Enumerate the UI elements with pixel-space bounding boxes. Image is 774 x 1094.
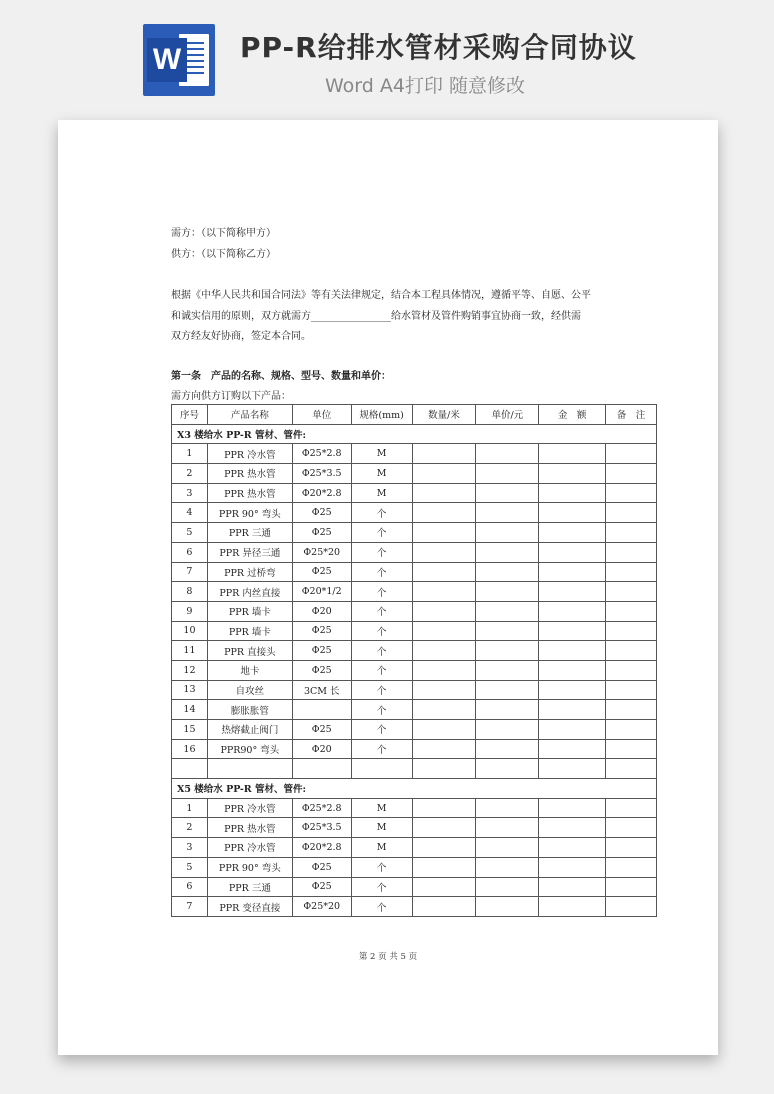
product-name: PPR 过桥弯: [207, 562, 292, 582]
empty-cell: [606, 523, 657, 543]
empty-cell: [476, 680, 539, 700]
table-row: [172, 601, 657, 621]
table-row: [172, 897, 657, 917]
product-name: 地卡: [207, 660, 292, 680]
empty-cell: [606, 818, 657, 838]
empty-cell: [539, 542, 606, 562]
table-row: [172, 621, 657, 641]
product-name: PPR 冷水管: [207, 444, 292, 464]
table-row: [172, 542, 657, 562]
empty-cell: [539, 857, 606, 877]
row-number: 4: [172, 503, 208, 523]
empty-cell: [539, 483, 606, 503]
empty-cell: [412, 700, 476, 720]
unit-spec: Φ25*3.5: [292, 464, 351, 484]
empty-cell: [412, 798, 476, 818]
table-row: [172, 857, 657, 877]
empty-cell: [539, 582, 606, 602]
table-row: [172, 483, 657, 503]
page-title: PP-R给排水管材采购合同协议: [240, 31, 637, 64]
empty-cell: [412, 660, 476, 680]
row-number: 7: [172, 897, 208, 917]
column-header: 单价/元: [476, 405, 539, 425]
empty-cell: [539, 503, 606, 523]
unit: M: [351, 798, 412, 818]
empty-cell: [412, 621, 476, 641]
empty-cell: [476, 444, 539, 464]
unit-spec: Φ25: [292, 523, 351, 543]
product-name: PPR 冷水管: [207, 838, 292, 858]
empty-cell: [412, 582, 476, 602]
page-subtitle: Word A4打印 随意修改: [325, 75, 526, 97]
empty-cell: [476, 798, 539, 818]
table-row: [172, 660, 657, 680]
empty-cell: [412, 838, 476, 858]
empty-cell: [606, 680, 657, 700]
row-number: 16: [172, 739, 208, 759]
empty-cell: [412, 857, 476, 877]
empty-cell: [476, 897, 539, 917]
unit-spec: Φ25: [292, 660, 351, 680]
unit: 个: [351, 680, 412, 700]
empty-cell: [412, 483, 476, 503]
unit: 个: [351, 503, 412, 523]
section-x5-title-row: [172, 779, 657, 799]
empty-cell: [476, 739, 539, 759]
empty-cell: [412, 720, 476, 740]
unit: 个: [351, 582, 412, 602]
supplier-line: 供方：（以下简称乙方）: [171, 249, 276, 260]
row-number: 8: [172, 582, 208, 602]
buyer-line: 需方：（以下简称甲方）: [171, 228, 276, 239]
empty-cell: [476, 660, 539, 680]
product-name: PPR 热水管: [207, 464, 292, 484]
row-number: 3: [172, 838, 208, 858]
empty-cell: [476, 601, 539, 621]
unit-spec: Φ25*3.5: [292, 818, 351, 838]
empty-cell: [606, 601, 657, 621]
row-number: 11: [172, 641, 208, 661]
page-footer: 第 2 页 共 5 页: [358, 952, 418, 962]
unit: 个: [351, 720, 412, 740]
row-number: 5: [172, 523, 208, 543]
table-row: [172, 700, 657, 720]
row-number: 3: [172, 483, 208, 503]
empty-cell: [539, 523, 606, 543]
empty-cell: [539, 641, 606, 661]
empty-cell: [412, 542, 476, 562]
empty-cell: [606, 641, 657, 661]
table-row: [172, 523, 657, 543]
empty-cell: [539, 877, 606, 897]
blank-row: [172, 759, 657, 779]
row-number: 1: [172, 798, 208, 818]
table-row: [172, 503, 657, 523]
table-header-row: [172, 405, 657, 425]
product-name: PPR 墙卡: [207, 601, 292, 621]
section-x3-title: X3 楼给水 PP-R 管材、管件:: [172, 424, 657, 444]
product-name: PPR 墙卡: [207, 621, 292, 641]
product-name: PPR90° 弯头: [207, 739, 292, 759]
product-name: PPR 三通: [207, 523, 292, 543]
unit-spec: Φ20: [292, 739, 351, 759]
row-number: 2: [172, 464, 208, 484]
empty-cell: [412, 464, 476, 484]
empty-cell: [606, 739, 657, 759]
document-page: [58, 120, 718, 1055]
product-name: 膨胀胀管: [207, 700, 292, 720]
empty-cell: [606, 503, 657, 523]
unit: M: [351, 483, 412, 503]
empty-cell: [606, 582, 657, 602]
empty-cell: [412, 759, 476, 779]
unit: M: [351, 464, 412, 484]
row-number: 14: [172, 700, 208, 720]
word-document-icon: [143, 24, 215, 96]
empty-cell: [606, 857, 657, 877]
product-name: PPR 内丝直接: [207, 582, 292, 602]
table-row: [172, 739, 657, 759]
column-header: 数量/米: [412, 405, 476, 425]
word-letter: W: [147, 38, 187, 82]
column-header: 单位: [292, 405, 351, 425]
table-row: [172, 582, 657, 602]
row-number: 9: [172, 601, 208, 621]
empty-cell: [539, 818, 606, 838]
empty-cell: [606, 838, 657, 858]
product-name: PPR 三通: [207, 877, 292, 897]
unit: 个: [351, 857, 412, 877]
unit-spec: Φ25: [292, 503, 351, 523]
unit-spec: Φ25*20: [292, 542, 351, 562]
row-number: 10: [172, 621, 208, 641]
empty-cell: [539, 601, 606, 621]
row-number: 15: [172, 720, 208, 740]
empty-cell: [539, 838, 606, 858]
product-name: PPR 热水管: [207, 483, 292, 503]
empty-cell: [412, 739, 476, 759]
empty-cell: [476, 838, 539, 858]
page-header: [0, 0, 774, 110]
product-name: PPR 90° 弯头: [207, 503, 292, 523]
empty-cell: [606, 621, 657, 641]
unit-spec: Φ25*2.8: [292, 798, 351, 818]
unit-spec: Φ25: [292, 621, 351, 641]
unit: 个: [351, 621, 412, 641]
empty-cell: [476, 877, 539, 897]
row-number: 5: [172, 857, 208, 877]
empty-cell: [476, 621, 539, 641]
empty-cell: [539, 464, 606, 484]
empty-cell: [606, 483, 657, 503]
unit: M: [351, 818, 412, 838]
table-row: [172, 838, 657, 858]
empty-cell: [476, 818, 539, 838]
empty-cell: [476, 464, 539, 484]
empty-cell: [412, 444, 476, 464]
empty-cell: [606, 720, 657, 740]
unit: 个: [351, 562, 412, 582]
unit-spec: Φ20*1/2: [292, 582, 351, 602]
empty-cell: [351, 759, 412, 779]
unit: 个: [351, 601, 412, 621]
empty-cell: [207, 759, 292, 779]
empty-cell: [476, 720, 539, 740]
unit: 个: [351, 700, 412, 720]
empty-cell: [412, 562, 476, 582]
unit-spec: Φ25: [292, 720, 351, 740]
column-header: 序号: [172, 405, 208, 425]
empty-cell: [606, 660, 657, 680]
unit-spec: [292, 700, 351, 720]
column-header: 金 额: [539, 405, 606, 425]
section-x5-title: X5 楼给水 PP-R 管材、管件:: [172, 779, 657, 799]
empty-cell: [476, 483, 539, 503]
empty-cell: [539, 798, 606, 818]
empty-cell: [476, 503, 539, 523]
product-name: PPR 异径三通: [207, 542, 292, 562]
unit-spec: Φ20*2.8: [292, 483, 351, 503]
empty-cell: [476, 641, 539, 661]
unit: M: [351, 838, 412, 858]
column-header: 规格(mm): [351, 405, 412, 425]
product-name: 热熔截止阀门: [207, 720, 292, 740]
empty-cell: [412, 523, 476, 543]
empty-cell: [412, 818, 476, 838]
row-number: 6: [172, 877, 208, 897]
empty-cell: [539, 897, 606, 917]
empty-cell: [412, 601, 476, 621]
empty-cell: [476, 562, 539, 582]
empty-cell: [412, 641, 476, 661]
empty-cell: [539, 444, 606, 464]
unit: 个: [351, 877, 412, 897]
unit: 个: [351, 660, 412, 680]
table-row: [172, 680, 657, 700]
empty-cell: [539, 660, 606, 680]
row-number: 7: [172, 562, 208, 582]
unit: 个: [351, 542, 412, 562]
table-row: [172, 444, 657, 464]
product-name: 自攻丝: [207, 680, 292, 700]
unit-spec: Φ25*20: [292, 897, 351, 917]
empty-cell: [606, 542, 657, 562]
order-intro: 需方向供方订购以下产品：: [171, 391, 291, 402]
row-number: 2: [172, 818, 208, 838]
empty-cell: [412, 680, 476, 700]
unit: M: [351, 444, 412, 464]
unit-spec: Φ25*2.8: [292, 444, 351, 464]
empty-cell: [172, 759, 208, 779]
unit: 个: [351, 523, 412, 543]
paragraph-line-3: 双方经友好协商，签定本合同。: [171, 331, 311, 342]
unit-spec: Φ20*2.8: [292, 838, 351, 858]
empty-cell: [539, 562, 606, 582]
table-row: [172, 877, 657, 897]
unit: 个: [351, 897, 412, 917]
section-x3-title-row: [172, 424, 657, 444]
product-name: PPR 热水管: [207, 818, 292, 838]
unit-spec: Φ25: [292, 641, 351, 661]
empty-cell: [476, 857, 539, 877]
empty-cell: [606, 700, 657, 720]
empty-cell: [476, 582, 539, 602]
product-name: PPR 变径直接: [207, 897, 292, 917]
table-row: [172, 641, 657, 661]
empty-cell: [412, 897, 476, 917]
article-title: 第一条 产品的名称、规格、型号、数量和单价：: [171, 371, 391, 382]
paragraph-line-1: 根据《中华人民共和国合同法》等有关法律规定，结合本工程具体情况，遵循平等、自愿、公平: [171, 290, 591, 301]
empty-cell: [412, 877, 476, 897]
empty-cell: [476, 542, 539, 562]
row-number: 13: [172, 680, 208, 700]
table-row: [172, 720, 657, 740]
unit-spec: Φ25: [292, 857, 351, 877]
empty-cell: [606, 464, 657, 484]
empty-cell: [539, 759, 606, 779]
column-header: 产品名称: [207, 405, 292, 425]
paragraph-line-2: 和诚实信用的原则，双方就需方________________给水管材及管件购销事宜协商一致，经供需: [171, 311, 581, 322]
empty-cell: [539, 680, 606, 700]
product-name: PPR 冷水管: [207, 798, 292, 818]
row-number: 1: [172, 444, 208, 464]
table-row: [172, 464, 657, 484]
empty-cell: [539, 700, 606, 720]
empty-cell: [606, 798, 657, 818]
empty-cell: [539, 739, 606, 759]
empty-cell: [606, 562, 657, 582]
unit-spec: Φ20: [292, 601, 351, 621]
unit-spec: Φ25: [292, 562, 351, 582]
row-number: 12: [172, 660, 208, 680]
empty-cell: [539, 720, 606, 740]
product-table: [171, 404, 657, 917]
table-row: [172, 562, 657, 582]
empty-cell: [476, 523, 539, 543]
unit-spec: 3CM 长: [292, 680, 351, 700]
product-name: PPR 直接头: [207, 641, 292, 661]
unit-spec: Φ25: [292, 877, 351, 897]
empty-cell: [539, 621, 606, 641]
unit: 个: [351, 739, 412, 759]
empty-cell: [476, 700, 539, 720]
empty-cell: [606, 897, 657, 917]
empty-cell: [292, 759, 351, 779]
table-row: [172, 818, 657, 838]
empty-cell: [606, 759, 657, 779]
product-name: PPR 90° 弯头: [207, 857, 292, 877]
row-number: 6: [172, 542, 208, 562]
empty-cell: [606, 444, 657, 464]
empty-cell: [476, 759, 539, 779]
empty-cell: [412, 503, 476, 523]
unit: 个: [351, 641, 412, 661]
table-row: [172, 798, 657, 818]
column-header: 备 注: [606, 405, 657, 425]
empty-cell: [606, 877, 657, 897]
